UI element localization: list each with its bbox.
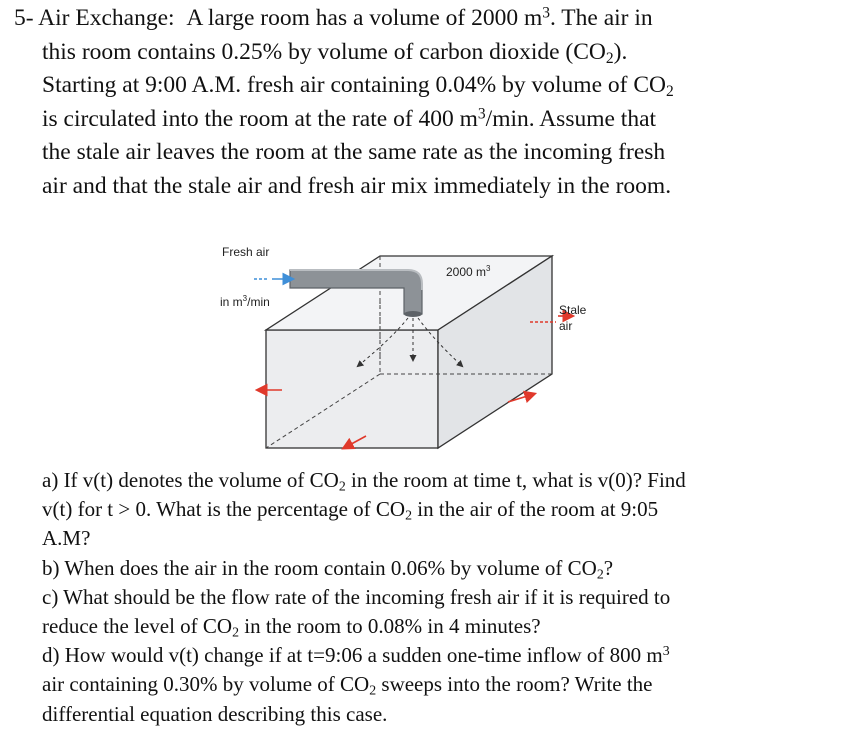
question-text: in the room at time t, what is v(0)? Find	[345, 468, 686, 492]
question-b-line-1	[42, 554, 842, 583]
problem-line-1	[14, 2, 844, 36]
subscript: 2	[605, 49, 614, 67]
room-diagram	[212, 238, 612, 460]
subscript: 2	[369, 682, 377, 698]
question-text: sweeps into the room? Write the	[376, 672, 653, 697]
questions	[42, 466, 842, 729]
question-c-line-1: c) What should be the flow rate of the incoming fresh air if it is required to	[42, 584, 671, 609]
problem-line-4	[14, 103, 844, 137]
subscript: 2	[405, 507, 413, 523]
subscript: 2	[338, 478, 346, 494]
problem-title: Air Exchange:	[38, 5, 175, 31]
problem-line-3	[14, 69, 844, 103]
question-d-line-2	[42, 670, 842, 699]
problem-text: ).	[613, 38, 628, 65]
question-text: ?	[603, 555, 614, 580]
volume-label-sup: 3	[486, 264, 491, 273]
stale-air-label-2: air	[559, 319, 573, 333]
volume-label	[446, 264, 491, 279]
question-text: d) How would v(t) change if at t=9:06 a sudden one-time inflow of 800 m	[42, 643, 663, 668]
problem-line-5: the stale air leaves the room at the same rate as the incoming fresh	[42, 139, 666, 166]
rate-label	[220, 294, 270, 309]
problem-text: this room contains 0.25% by volume of carbon dioxide (CO	[42, 38, 606, 65]
problem-line-2	[14, 36, 844, 70]
question-d-line-3: differential equation describing this case.	[42, 701, 388, 726]
subscript: 2	[665, 83, 674, 101]
volume-label-text: 2000 m	[446, 265, 487, 279]
superscript: 3	[662, 643, 670, 659]
question-text: in the room to 0.08% in 4 minutes?	[239, 614, 541, 639]
problem-text: is circulated into the room at the rate of 400 m	[42, 105, 478, 132]
stale-air-label: Stale	[559, 303, 587, 317]
subscript: 2	[596, 566, 604, 582]
question-a-line-2	[42, 495, 842, 524]
problem-line-6: air and that the stale air and fresh air mix immediately in the room.	[42, 172, 672, 199]
fresh-air-label: Fresh air	[222, 245, 270, 259]
problem-text: A large room has a volume of 2000 m	[186, 5, 543, 31]
room-diagram-svg	[212, 238, 612, 460]
question-text: a) If v(t) denotes the volume of CO	[42, 468, 339, 492]
rate-label-unit: /min	[247, 295, 270, 309]
question-a-line-1	[42, 466, 842, 495]
question-d-line-1	[42, 641, 842, 670]
superscript: 3	[477, 105, 486, 123]
rate-label-text: in m	[220, 295, 243, 309]
question-c-line-2	[42, 612, 842, 641]
question-text: reduce the level of CO	[42, 614, 233, 639]
question-text: v(t) for t > 0. What is the percentage of CO	[42, 497, 406, 522]
problem-statement	[14, 2, 844, 204]
question-text: b) When does the air in the room contain 0.06% by volume of CO	[42, 555, 597, 580]
question-text: air containing 0.30% by volume of CO	[42, 672, 370, 697]
question-text: in the air of the room at 9:05	[412, 497, 659, 522]
room-front-face	[266, 330, 438, 448]
problem-number: 5-	[14, 5, 34, 31]
subscript: 2	[232, 624, 240, 640]
problem-text: /min. Assume that	[485, 105, 657, 132]
superscript: 3	[542, 4, 550, 22]
question-a-line-3: A.M?	[42, 526, 91, 551]
pipe-outlet	[404, 311, 422, 317]
problem-text: . The air in	[549, 5, 653, 31]
problem-text: Starting at 9:00 A.M. fresh air containing 0.04% by volume of CO	[42, 72, 666, 99]
rate-label-sup: 3	[242, 294, 248, 303]
